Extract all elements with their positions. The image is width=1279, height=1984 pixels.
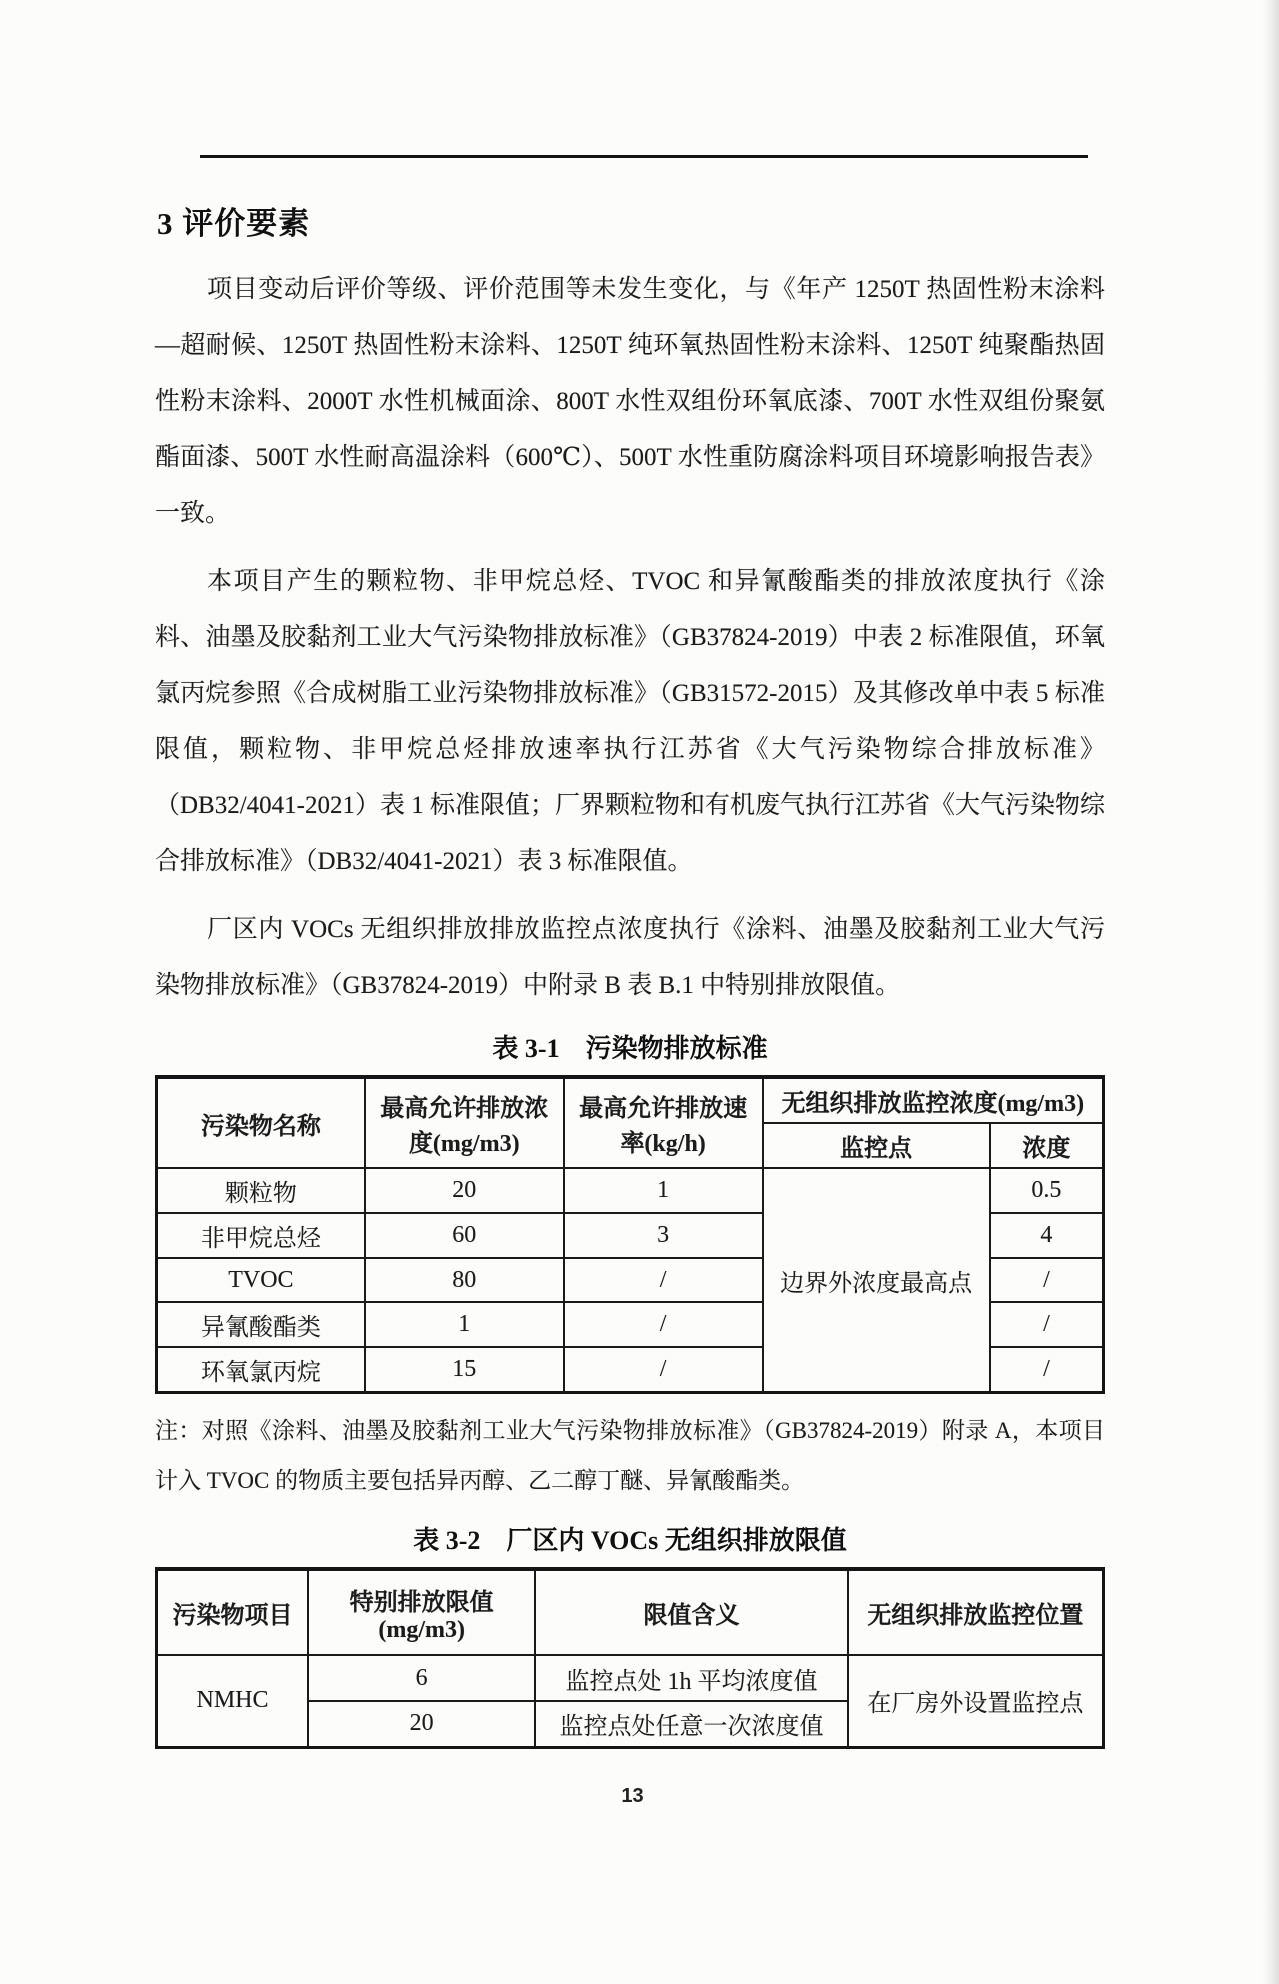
- max-rate-cell: /: [564, 1302, 763, 1347]
- scan-edge-artifact: [1263, 0, 1279, 1984]
- table2-header-row: [157, 1569, 1104, 1655]
- paragraph-fugitive-vocs: 厂区内 VOCs 无组织排放排放监控点浓度执行《涂料、油墨及胶黏剂工业大气污染物排放标准》（GB37824-2019）中附录 B 表 B.1 中特别排放限值。: [155, 916, 1105, 999]
- table1-header-monitor-point: 监控点: [763, 1123, 990, 1168]
- vocs-fugitive-limit-table: [155, 1567, 1105, 1749]
- fugitive-conc-cell: /: [990, 1302, 1104, 1347]
- max-conc-cell: 20: [365, 1168, 564, 1213]
- table2-header-meaning: 限值含义: [535, 1569, 848, 1655]
- meaning-cell: 监控点处 1h 平均浓度值: [535, 1655, 848, 1701]
- table1-header-pollutant: 污染物名称: [157, 1077, 365, 1168]
- page-number: 13: [621, 1785, 644, 1807]
- table1-header-concentration: 浓度: [990, 1123, 1104, 1168]
- meaning-cell: 监控点处任意一次浓度值: [535, 1701, 848, 1747]
- table1-note: 注：对照《涂料、油墨及胶黏剂工业大气污染物排放标准》（GB37824-2019）附录 A，本项目计入 TVOC 的物质主要包括异丙醇、乙二醇丁醚、异氰酸酯类。: [155, 1418, 1105, 1493]
- fugitive-conc-cell: /: [990, 1258, 1104, 1302]
- max-rate-cell: 3: [564, 1213, 763, 1258]
- table2-header-location: 无组织排放监控位置: [848, 1569, 1104, 1655]
- pollutant-name-cell: TVOC: [157, 1258, 365, 1302]
- limit-cell: 20: [308, 1701, 535, 1747]
- max-conc-cell: 60: [365, 1213, 564, 1258]
- header-rule: [200, 155, 1088, 158]
- table1-header-fugitive-group: 无组织排放监控浓度(mg/m3): [763, 1077, 1104, 1123]
- fugitive-conc-cell: 4: [990, 1213, 1104, 1258]
- max-rate-cell: 1: [564, 1168, 763, 1213]
- pollutant-name-cell: 颗粒物: [157, 1168, 365, 1213]
- max-rate-cell: /: [564, 1258, 763, 1302]
- page-content: [155, 155, 1105, 1749]
- pollutant-name-cell: 非甲烷总烃: [157, 1213, 365, 1258]
- fugitive-conc-cell: /: [990, 1347, 1104, 1393]
- table2-header-limit: 特别排放限值 (mg/m3): [308, 1569, 535, 1655]
- paragraph-emission-standards: 本项目产生的颗粒物、非甲烷总烃、TVOC 和异氰酸酯类的排放浓度执行《涂料、油墨及胶黏剂工业大气污染物排放标准》（GB37824-2019）中表 2 标准限值，环氧氯丙烷参照《合成树脂工业污染物排放标准》（GB31572-2015）及其修改单中表 5 标准限值，颗粒物、非甲烷总烃排放速率执行江苏省《大气污染物综合排放标准》（DB32/4041-2021）表 1 标准限值；厂界颗粒物和有机废气执行江苏省《大气污染物综合排放标准》（DB32/4041-2021）表 3 标准限值。: [155, 568, 1106, 875]
- table1-header-row-1: [157, 1077, 1104, 1123]
- pollutant-item-merged-cell: NMHC: [157, 1655, 309, 1747]
- paragraph-project-change: 项目变动后评价等级、评价范围等未发生变化，与《年产 1250T 热固性粉末涂料—超耐候、1250T 热固性粉末涂料、1250T 纯环氧热固性粉末涂料、1250T 纯聚酯热固性粉末涂料、2000T 水性机械面涂、800T 水性双组份环氧底漆、700T 水性双组份聚氨酯面漆、500T 水性耐高温涂料（600℃）、500T 水性重防腐涂料项目环境影响报告表》一致。: [155, 276, 1105, 527]
- fugitive-conc-cell: 0.5: [990, 1168, 1104, 1213]
- table1-header-max-rate: 最高允许排放速率(kg/h): [564, 1077, 763, 1168]
- table1-header-max-concentration: 最高允许排放浓度(mg/m3): [365, 1077, 564, 1168]
- pollutant-name-cell: 环氧氯丙烷: [157, 1347, 365, 1393]
- table-row: [157, 1168, 1104, 1213]
- table2-title: 表 3-2 厂区内 VOCs 无组织排放限值: [413, 1526, 847, 1555]
- table2-header-item: 污染物项目: [157, 1569, 309, 1655]
- section-heading: 3 评价要素: [157, 206, 311, 241]
- monitor-location-merged-cell: 在厂房外设置监控点: [848, 1655, 1104, 1747]
- pollutant-emission-standards-table: [155, 1075, 1105, 1394]
- monitor-point-merged-cell: 边界外浓度最高点: [763, 1168, 990, 1393]
- table1-title: 表 3-1 污染物排放标准: [492, 1034, 768, 1063]
- max-conc-cell: 15: [365, 1347, 564, 1393]
- max-conc-cell: 80: [365, 1258, 564, 1302]
- limit-cell: 6: [308, 1655, 535, 1701]
- table-row: [157, 1655, 1104, 1701]
- max-conc-cell: 1: [365, 1302, 564, 1347]
- pollutant-name-cell: 异氰酸酯类: [157, 1302, 365, 1347]
- max-rate-cell: /: [564, 1347, 763, 1393]
